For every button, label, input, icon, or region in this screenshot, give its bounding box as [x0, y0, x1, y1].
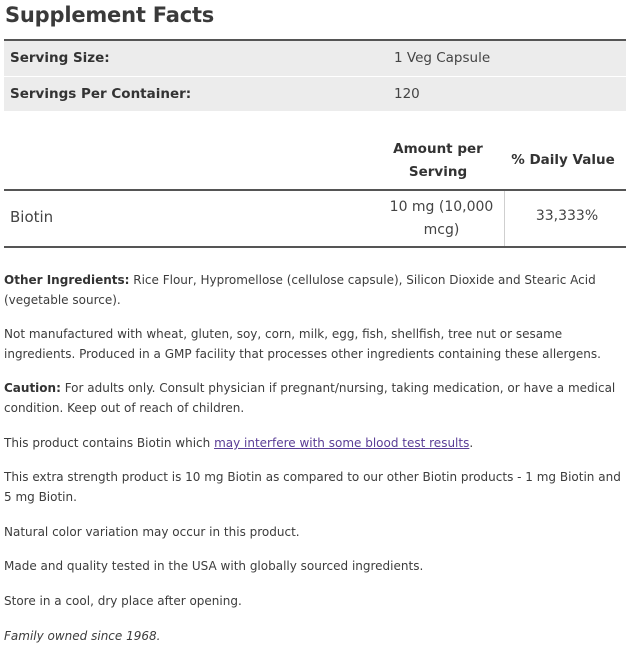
- other-ingredients-label: Other Ingredients:: [4, 273, 130, 287]
- amount-per-serving-header: [383, 138, 493, 184]
- daily-value-header: % Daily Value: [511, 152, 615, 168]
- servings-per-container-value: 120: [394, 86, 420, 102]
- serving-size-label: Serving Size:: [10, 50, 110, 66]
- other-ingredients-text: Rice Flour, Hypromellose (cellulose capsule), Silicon Dioxide and Stearic Acid (vegetable source).: [4, 273, 596, 307]
- servings-per-container-label: Servings Per Container:: [10, 86, 192, 102]
- biotin-suffix: .: [469, 436, 474, 450]
- amount-header-line-2: Serving: [408, 164, 468, 180]
- nutrient-amount: [384, 196, 499, 242]
- blood-test-link[interactable]: may interfere with some blood test results: [214, 436, 470, 450]
- caution-text: For adults only. Consult physician if pregnant/nursing, taking medication, or have a medical condition. Keep out of reach of children.: [4, 381, 616, 415]
- supplement-facts-title: Supplement Facts: [5, 3, 215, 27]
- serving-size-value: 1 Veg Capsule: [394, 50, 491, 66]
- nutrient-amount-line-1: 10 mg (10,000: [389, 199, 494, 215]
- servings-per-container-row: [4, 76, 626, 111]
- biotin-paragraph: [4, 433, 626, 453]
- serving-info-box: [4, 39, 626, 111]
- amount-header-line-1: Amount per: [393, 141, 483, 157]
- caution-paragraph: [4, 378, 626, 418]
- caution-label: Caution:: [4, 381, 61, 395]
- serving-size-row: [4, 41, 626, 75]
- allergen-paragraph: Not manufactured with wheat, gluten, soy, corn, milk, egg, fish, shellfish, tree nut or sesame ingredients. Produced in a GMP facility that processes other ingredients containing these allergens.: [4, 327, 601, 361]
- nutrient-name: Biotin: [10, 208, 54, 226]
- biotin-prefix: This product contains Biotin which: [4, 436, 215, 450]
- nutrient-amount-line-2: mcg): [423, 222, 460, 238]
- other-ingredients-paragraph: [4, 270, 626, 310]
- color-variation-paragraph: Natural color variation may occur in this product.: [4, 525, 300, 539]
- strength-paragraph: This extra strength product is 10 mg Biotin as compared to our other Biotin products - 1 mg Biotin and 5 mg Biotin.: [4, 470, 621, 504]
- made-in-usa-paragraph: Made and quality tested in the USA with globally sourced ingredients.: [4, 559, 424, 573]
- family-owned-paragraph: Family owned since 1968.: [4, 629, 161, 643]
- table-row: [4, 191, 626, 248]
- storage-paragraph: Store in a cool, dry place after opening.: [4, 594, 242, 608]
- nutrient-daily-value: 33,333%: [535, 208, 599, 224]
- column-divider: [504, 191, 505, 246]
